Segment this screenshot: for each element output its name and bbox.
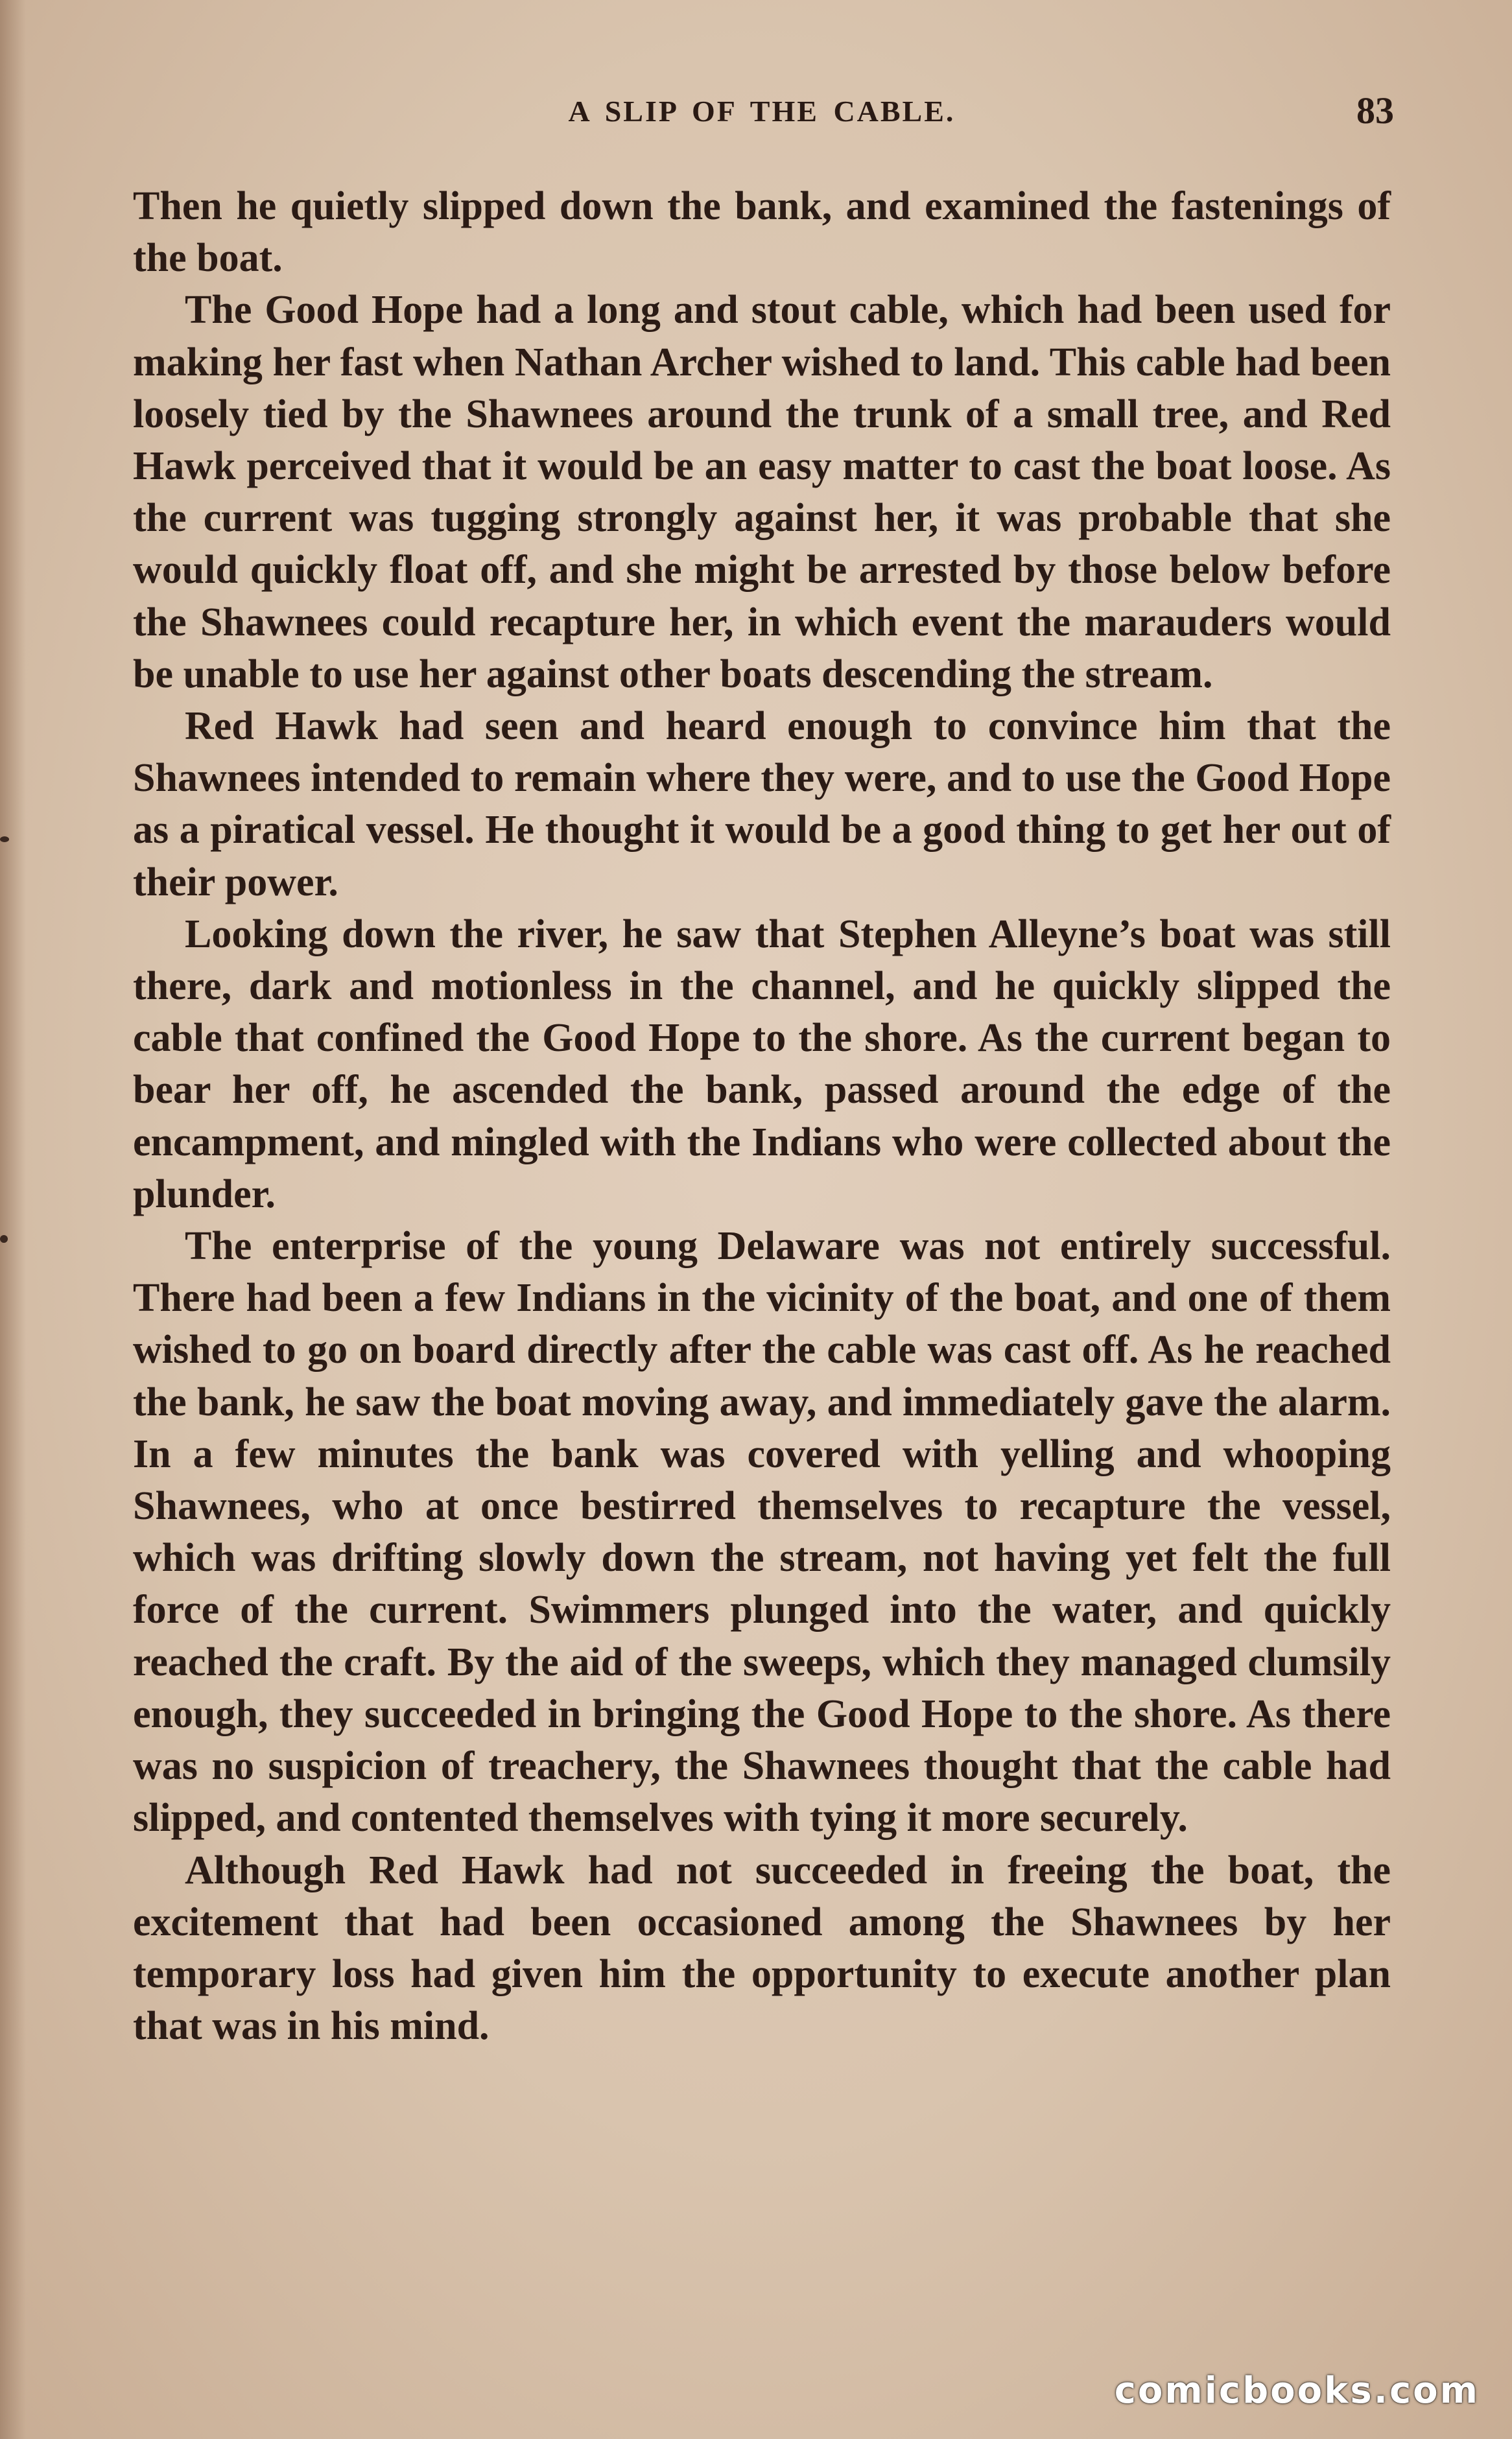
paragraph: The Good Hope had a long and stout cable, which had been used for making her fast when Nathan Archer wished to land. This cable had been loosely tied by the Shawnees around the trunk of a small tree, and Red Hawk perceived that it would be an easy matter to cast the boat loose. As the current was tugging strongly against her, it was probable that she would quickly float off, and she might be arrested by those below before the Shawnees could recapture her, in which event the marauders would be unable to use her against other boats descending the stream.: [133, 288, 1391, 696]
paragraph: The enterprise of the young Delaware was not entirely successful. There had been a few Indians in the vicinity of the boat, and one of them wished to go on board directly after the cable was cast off. As he reached the bank, he saw the boat moving away, and immediately gave the alarm. In a few minutes the bank was covered with yelling and whooping Shawnees, who at once bestirred themselves to recapture the vessel, which was drifting slowly down the stream, not having yet felt the full force of the current. Swimmers plunged into the water, and quickly reached the craft. By the aid of the sweeps, which they managed clumsily enough, they succeeded in bringing the Good Hope to the shore. As there was no suspicion of treachery, the Shawnees thought that the cable had slipped, and contented themselves with tying it more securely.: [133, 1224, 1391, 1841]
page-header: [130, 81, 1394, 139]
page-gutter-shadow: [0, 0, 26, 2439]
page-number: 83: [1356, 89, 1394, 132]
ink-speck: [0, 1235, 8, 1243]
paragraph: Although Red Hawk had not succeeded in freeing the boat, the excitement that had been occasioned among the Shawnees by her temporary loss had given him the opportunity to execute another plan that was in his mind.: [133, 1848, 1391, 2049]
paragraph: Then he quietly slipped down the bank, and examined the fastenings of the boat.: [133, 184, 1391, 281]
paragraph: Red Hawk had seen and heard enough to convince him that the Shawnees intended to remain where they were, and to use the Good Hope as a piratical vessel. He thought it would be a good thing to get her out of their power.: [133, 704, 1391, 904]
body-text: [133, 180, 1391, 2052]
running-head: A SLIP OF THE CABLE.: [568, 95, 956, 128]
paragraph: Looking down the river, he saw that Stephen Alleyne’s boat was still there, dark and motionless in the channel, and he quickly slipped the cable that confined the Good Hope to the shore. As the current began to bear her off, he ascended the bank, passed around the edge of the encampment, and mingled with the Indians who were collected about the plunder.: [133, 912, 1391, 1216]
ink-speck: [0, 836, 9, 842]
site-watermark: comicbooks.com: [1114, 2370, 1480, 2412]
